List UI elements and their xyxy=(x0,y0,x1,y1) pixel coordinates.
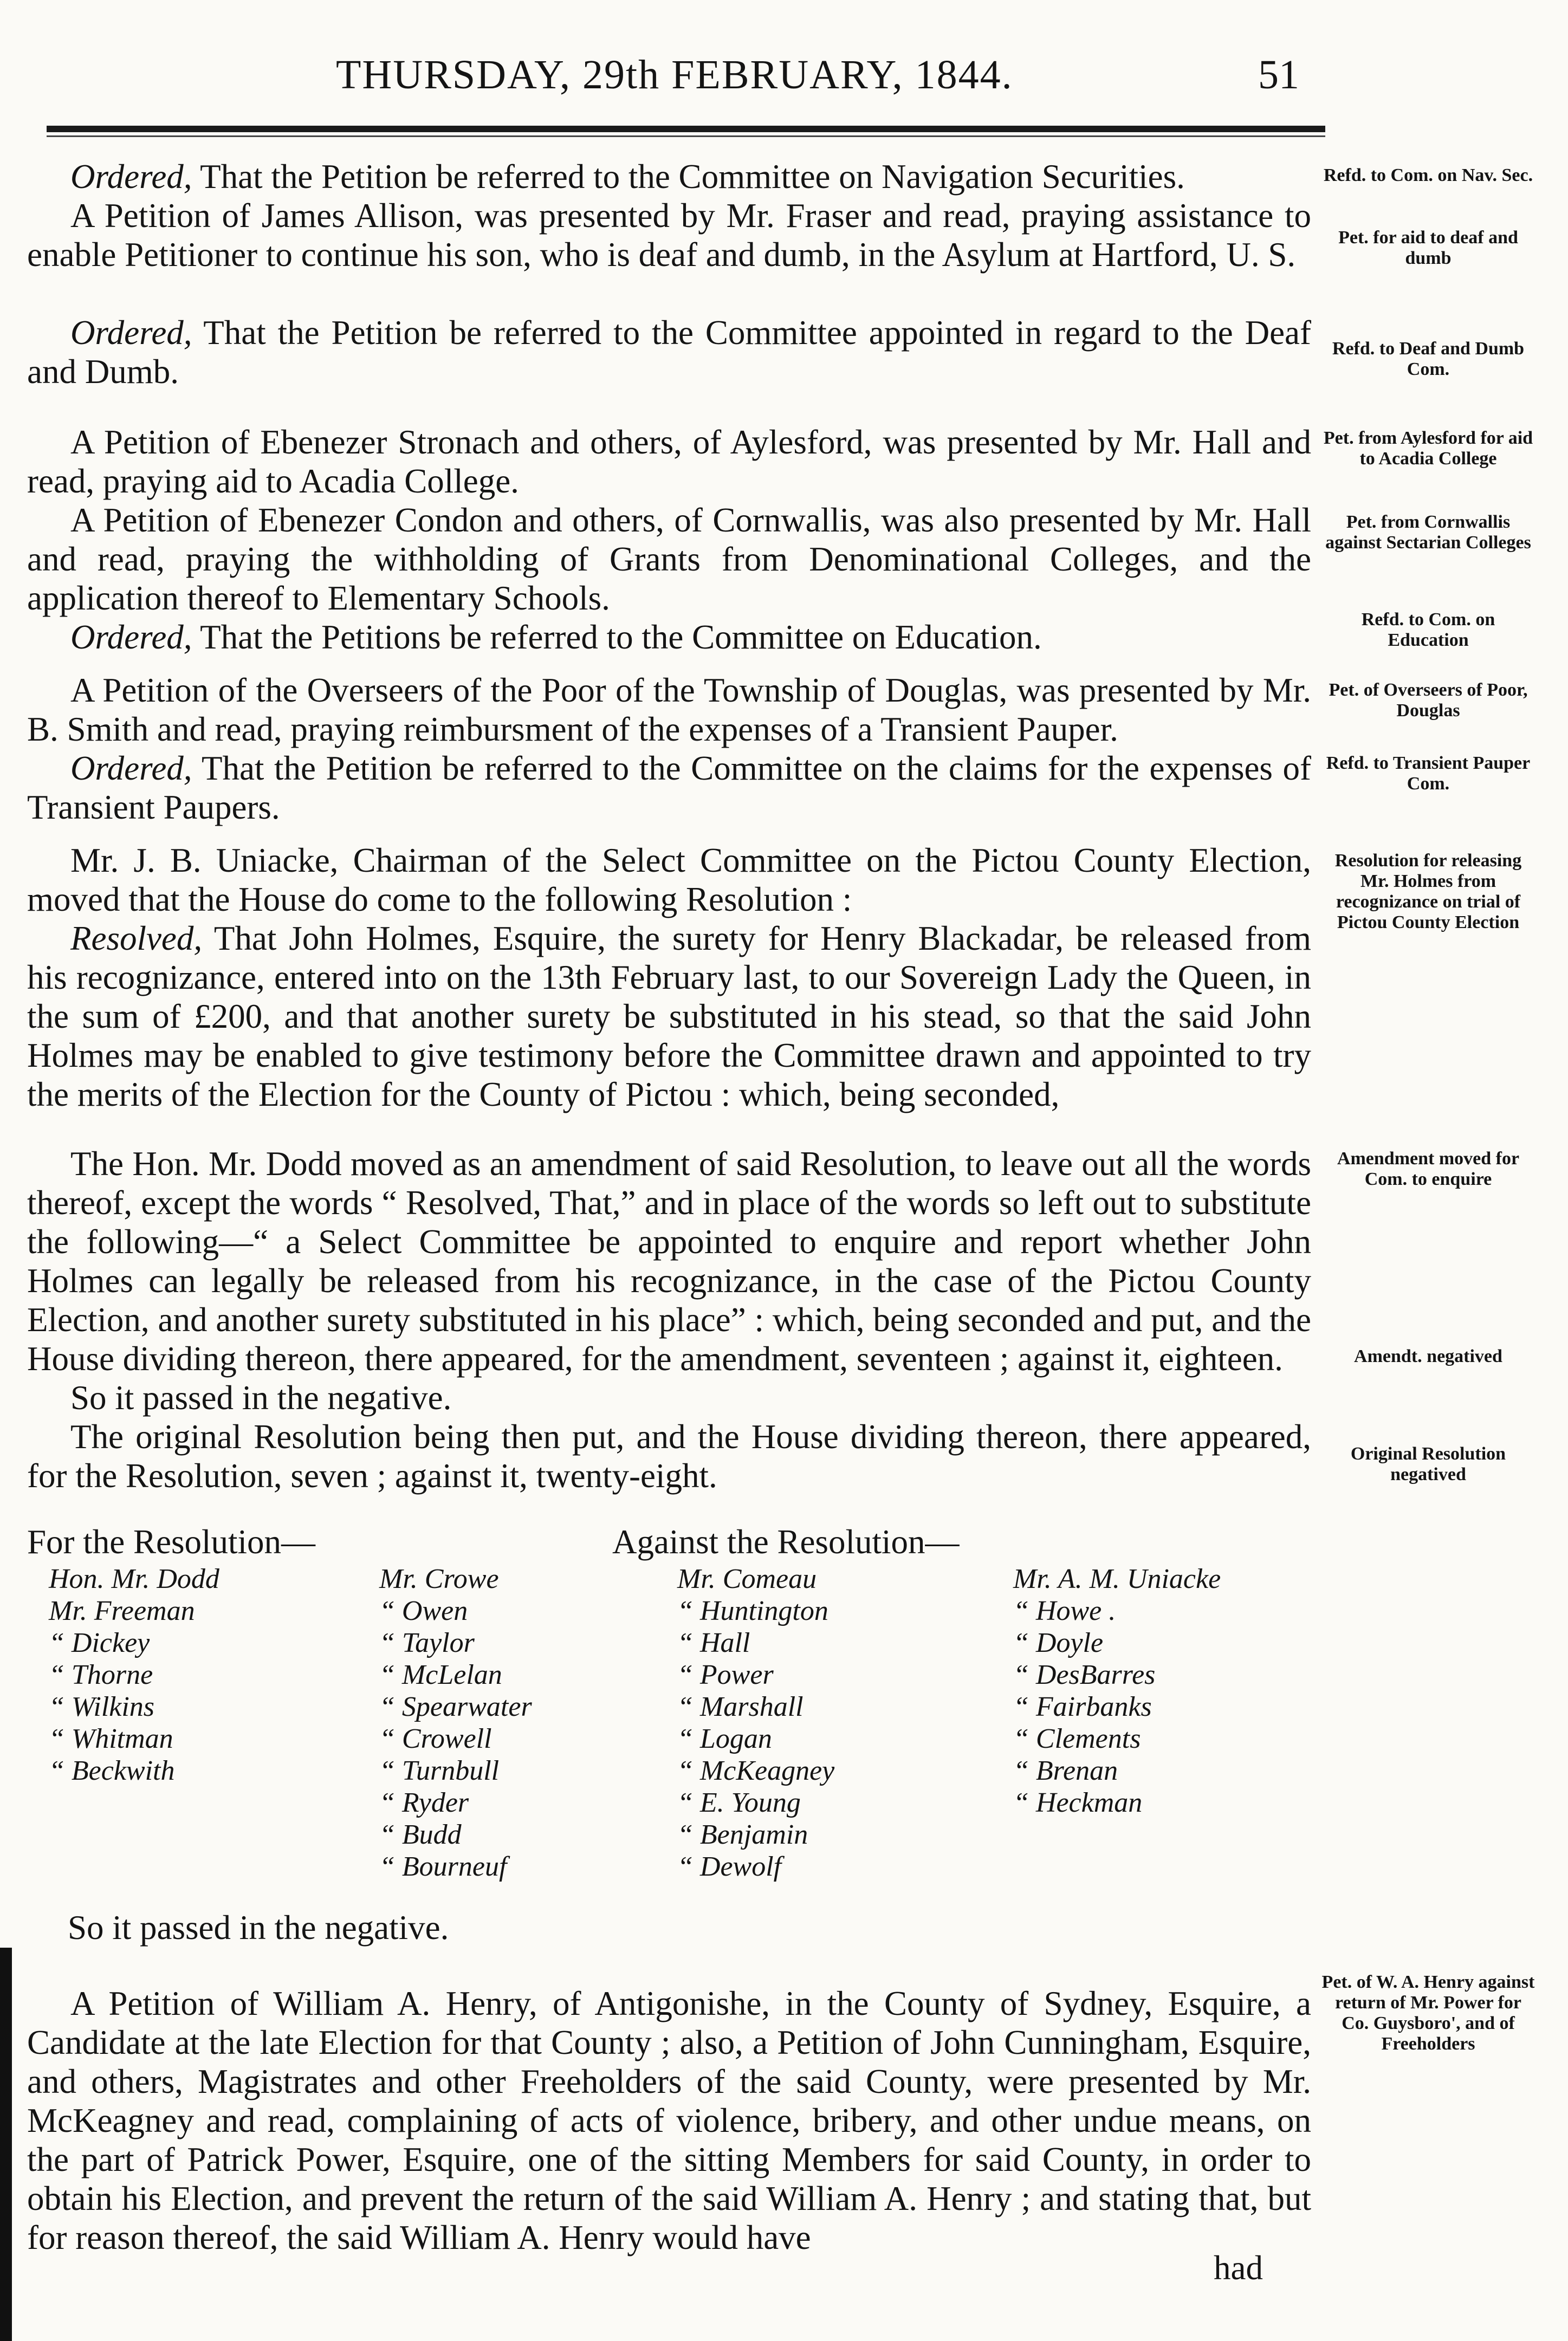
vote-name: Mr. A. M. Uniacke xyxy=(1013,1564,1221,1594)
vote-name: “ Clements xyxy=(1013,1723,1141,1754)
vote-name: “ Dickey xyxy=(49,1627,150,1658)
margin-note: Pet. of Overseers of Poor, Douglas xyxy=(1329,680,1528,721)
catchword: had xyxy=(1214,2249,1263,2287)
vote-name: “ Logan xyxy=(677,1723,772,1754)
vote-name: “ Power xyxy=(677,1659,774,1690)
vote-name: “ Spearwater xyxy=(379,1691,532,1722)
for-resolution-heading: For the Resolution— xyxy=(27,1523,315,1561)
vote-name: “ Huntington xyxy=(677,1596,828,1626)
margin-note: Resolution for releasing Mr. Holmes from recognizance on trial of Pictou County Election xyxy=(1334,851,1522,932)
para-13: The original Resolution being then put, and the House dividing thereon, there appeared, for the Resolution, seven ; against it, twenty-eight. xyxy=(27,1418,1311,1495)
against-resolution-heading: Against the Resolution— xyxy=(612,1523,960,1561)
para-1: Ordered, That the Petition be referred to the Committee on Navigation Securities. xyxy=(70,158,1185,196)
vote-name: “ Wilkins xyxy=(49,1691,155,1722)
para-6: Ordered, That the Petitions be referred to the Committee on Education. xyxy=(70,618,1042,656)
vote-name: “ Benjamin xyxy=(677,1819,808,1850)
vote-name: Mr. Freeman xyxy=(49,1596,195,1626)
vote-name: “ Dewolf xyxy=(677,1851,782,1882)
vote-name: “ Bourneuf xyxy=(379,1851,507,1882)
vote-column-4 xyxy=(1013,1563,1221,1819)
margin-note: Original Resolution negatived xyxy=(1350,1444,1506,1484)
vote-name: “ Ryder xyxy=(379,1787,469,1818)
vote-name: “ Budd xyxy=(379,1819,462,1850)
margin-note: Refd. to Deaf and Dumb Com. xyxy=(1332,339,1525,379)
vote-column-2 xyxy=(379,1563,532,1883)
para-8: Ordered, That the Petition be referred to the Committee on the claims for the expenses of Transient Paupers. xyxy=(27,749,1311,826)
vote-name: “ Hall xyxy=(677,1627,750,1658)
vote-name: “ Beckwith xyxy=(49,1755,175,1786)
header-rule xyxy=(47,126,1325,132)
para-14: So it passed in the negative. xyxy=(68,1909,449,1947)
margin-note: Refd. to Transient Pauper Com. xyxy=(1326,753,1531,794)
margin-note: Amendment moved for Com. to enquire xyxy=(1337,1149,1520,1189)
vote-column-3 xyxy=(677,1563,834,1883)
para-7: A Petition of the Overseers of the Poor of the Township of Douglas, was presented by Mr. B. Smith and read, praying reimbursment of the expenses of a Transient Pauper. xyxy=(27,671,1311,748)
para-3: Ordered, That the Petition be referred to the Committee appointed in regard to the Deaf and Dumb. xyxy=(27,314,1311,391)
vote-name: “ Whitman xyxy=(49,1723,173,1754)
margin-note: Refd. to Com. on Nav. Sec. xyxy=(1323,165,1533,185)
para-10: Resolved, That John Holmes, Esquire, the surety for Henry Blackadar, be released from his recognizance, entered into on the 13th February last, to our Sovereign Lady the Queen, in the sum of £200, and that another surety be substituted in his stead, so that the said John Holmes may be enabled to give testimony before the Committee drawn and appointed to try the merits of the Election for the County of Pictou : which, being seconded, xyxy=(27,919,1311,1113)
margin-note: Pet. for aid to deaf and dumb xyxy=(1338,228,1518,268)
vote-name: “ Heckman xyxy=(1013,1787,1143,1818)
vote-name: “ Howe . xyxy=(1013,1596,1116,1626)
vote-name: “ Fairbanks xyxy=(1013,1691,1152,1722)
vote-name: “ Turnbull xyxy=(379,1755,500,1786)
header-rule-thin xyxy=(47,135,1325,137)
page-title: THURSDAY, 29th FEBRUARY, 1844. xyxy=(336,52,1013,98)
para-5: A Petition of Ebenezer Condon and others, of Cornwallis, was also presented by Mr. Hall and read, praying the withholding of Grants from Denominational Colleges, and the application thereof to Elementary Schools. xyxy=(27,501,1311,617)
margin-note: Pet. from Cornwallis against Sectarian Colleges xyxy=(1325,512,1531,553)
para-12: So it passed in the negative. xyxy=(70,1379,452,1417)
vote-name: Mr. Comeau xyxy=(677,1564,817,1594)
para-4: A Petition of Ebenezer Stronach and others, of Aylesford, was presented by Mr. Hall and read, praying aid to Acadia College. xyxy=(27,423,1311,500)
vote-name: “ E. Young xyxy=(677,1787,801,1818)
para-2: A Petition of James Allison, was presented by Mr. Fraser and read, praying assistance to enable Petitioner to continue his son, who is deaf and dumb, in the Asylum at Hartford, U. S. xyxy=(27,197,1311,274)
vote-name: Mr. Crowe xyxy=(379,1564,499,1594)
vote-name: “ McLelan xyxy=(379,1659,502,1690)
margin-note: Pet. from Aylesford for aid to Acadia College xyxy=(1323,428,1533,469)
vote-name: “ Owen xyxy=(379,1596,468,1626)
page-header xyxy=(0,51,1568,111)
vote-name: “ Marshall xyxy=(677,1691,804,1722)
margin-note: Amendt. negatived xyxy=(1354,1346,1502,1366)
vote-name: “ Thorne xyxy=(49,1659,153,1690)
margin-note: Refd. to Com. on Education xyxy=(1361,609,1495,650)
vote-name: Hon. Mr. Dodd xyxy=(49,1564,219,1594)
margin-note: Pet. of W. A. Henry against return of Mr. Power for Co. Guysboro', and of Freeholders xyxy=(1321,1972,1535,2054)
vote-name: “ DesBarres xyxy=(1013,1659,1156,1690)
para-11: The Hon. Mr. Dodd moved as an amendment of said Resolution, to leave out all the words thereof, except the words “ Resolved, That,” and in place of the words so left out to substitute the following—“ a Select Committee be appointed to enquire and report whether John Holmes can legally be released from his recognizance, in the case of the Pictou County Election, and another surety substituted in his place” : which, being seconded and put, and the House dividing thereon, there appeared, for the amendment, seventeen ; against it, eighteen. xyxy=(27,1145,1311,1378)
vote-column-1 xyxy=(49,1563,219,1787)
para-15: A Petition of William A. Henry, of Antigonishe, in the County of Sydney, Esquire, a Candidate at the late Election for that County ; also, a Petition of John Cunningham, Esquire, and others, Magistrates and other Freeholders of the said County, were presented by Mr. McKeagney and read, complaining of acts of violence, bribery, and other undue means, on the part of Patrick Power, Esquire, one of the sitting Members for said County, in order to obtain his Election, and prevent the return of the said William A. Henry ; and stating that, but for reason thereof, the said William A. Henry would have xyxy=(27,1985,1311,2256)
vote-name: “ Crowell xyxy=(379,1723,492,1754)
scan-edge-shadow xyxy=(0,1948,12,2341)
vote-name: “ Doyle xyxy=(1013,1627,1104,1658)
para-9: Mr. J. B. Uniacke, Chairman of the Select Committee on the Pictou County Election, moved that the House do come to the following Resolution : xyxy=(27,841,1311,918)
vote-name: “ Brenan xyxy=(1013,1755,1118,1786)
vote-name: “ Taylor xyxy=(379,1627,475,1658)
vote-headings xyxy=(27,1522,1311,1566)
page-number: 51 xyxy=(1258,52,1299,98)
vote-name: “ McKeagney xyxy=(677,1755,835,1786)
